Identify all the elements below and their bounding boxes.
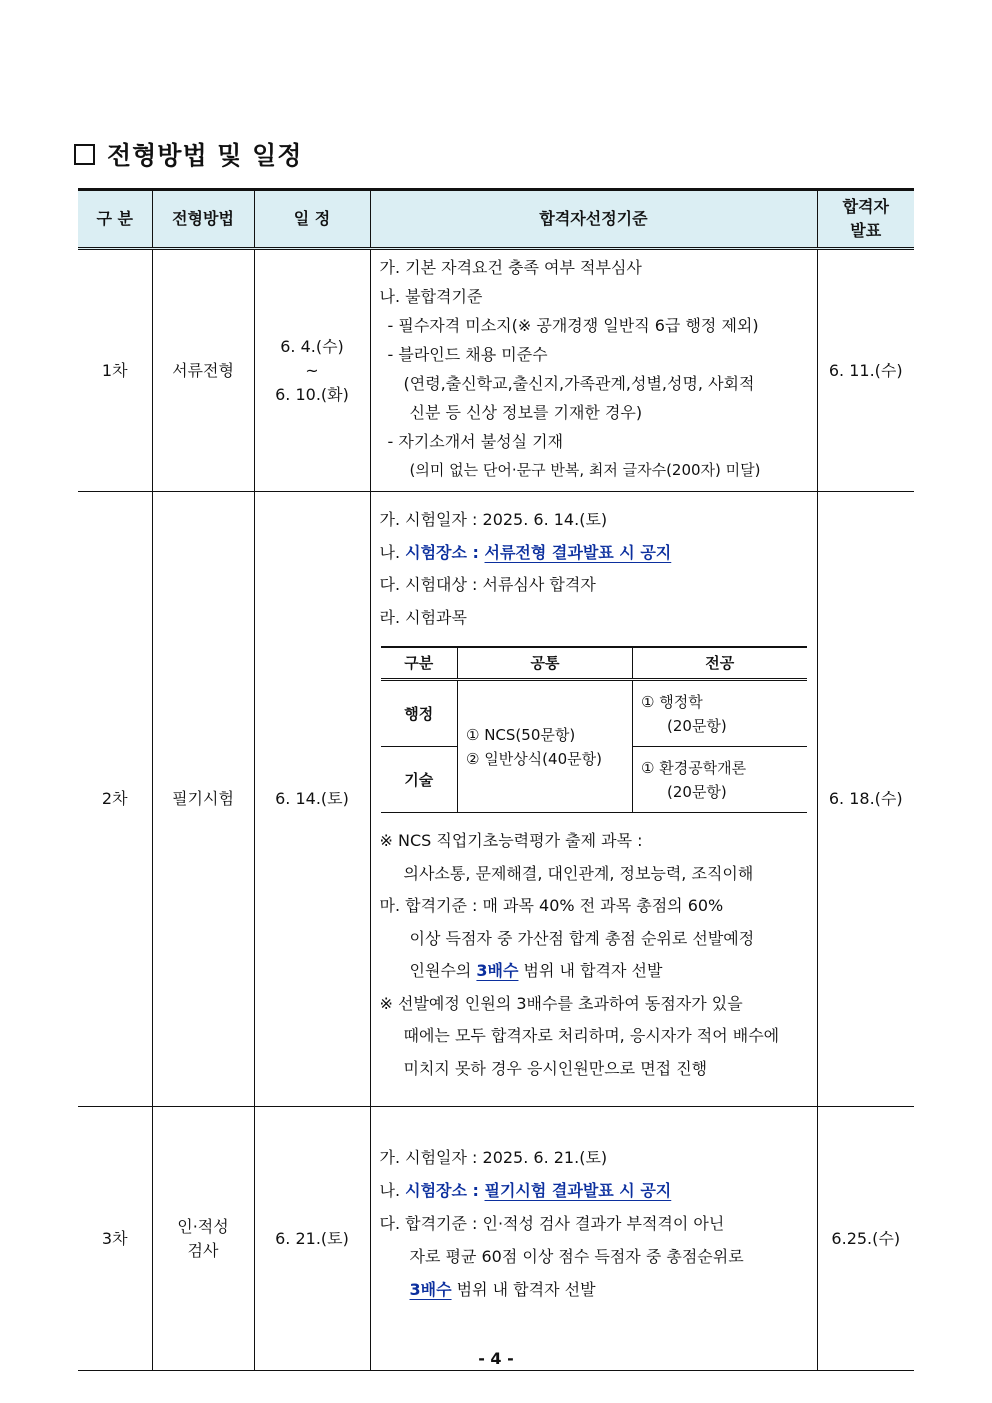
method-cell: 인·적성 검사 <box>152 1107 254 1371</box>
venue-label: 시험장소 : <box>405 542 485 562</box>
criteria-line: - 자기소개서 불성실 기재 <box>387 432 564 451</box>
criteria-line: 3배수 범위 내 합격자 선발 <box>409 1280 596 1299</box>
schedule-cell: 6. 21.(토) <box>254 1107 370 1371</box>
header-announce: 합격자 발표 <box>817 190 914 249</box>
schedule-table <box>78 188 914 1371</box>
criteria-line: 신분 등 신상 정보를 기재한 경우) <box>409 403 643 422</box>
criteria-cell <box>370 1107 817 1371</box>
major-subject: ① 행정학 (20문항) <box>633 680 807 747</box>
table-row <box>78 492 914 1107</box>
criteria-line: - 블라인드 채용 미준수 <box>387 345 548 364</box>
criteria-line: 나. 시험장소 : 서류전형 결과발표 시 공지 <box>379 542 672 562</box>
criteria-line: (연령,출신학교,출신지,가족관계,성별,성명, 사회적 <box>403 374 755 393</box>
criteria-line: 다. 시험대상 : 서류심사 합격자 <box>379 575 596 594</box>
announce-cell: 6. 18.(수) <box>817 492 914 1107</box>
criteria-line: - 필수자격 미소지(※ 공개경쟁 일반직 6급 행정 제외) <box>387 316 759 335</box>
criteria-cell <box>370 249 817 492</box>
subjects-header-row <box>381 647 807 680</box>
subjects-header: 구분 <box>381 647 458 680</box>
major-subject: ① 환경공학개론 (20문항) <box>633 747 807 813</box>
page-number: - 4 - <box>478 1349 514 1368</box>
note-line: 때에는 모두 합격자로 처리하며, 응시자가 적어 배수에 <box>403 1026 780 1045</box>
announce-cell: 6.25.(수) <box>817 1107 914 1371</box>
subjects-header: 전공 <box>633 647 807 680</box>
header-stage: 구 분 <box>78 190 152 249</box>
schedule-cell: 6. 14.(토) <box>254 492 370 1107</box>
criteria-line: 라. 시험과목 <box>379 607 467 627</box>
stage-cell: 3차 <box>78 1107 152 1371</box>
venue-label: 시험장소 : <box>405 1181 485 1200</box>
subjects-table <box>381 646 807 813</box>
table-header-row <box>78 190 914 249</box>
stage-cell: 2차 <box>78 492 152 1107</box>
venue-value: 서류전형 결과발표 시 공지 <box>484 542 672 562</box>
header-criteria: 합격자선정기준 <box>370 190 817 249</box>
criteria-line: 가. 시험일자 : 2025. 6. 14.(토) <box>379 510 608 529</box>
subjects-header: 공통 <box>458 647 633 680</box>
multiplier-highlight: 3배수 <box>409 1280 452 1299</box>
criteria-line: (의미 없는 단어·문구 반복, 최저 글자수(200자) 미달) <box>409 461 761 479</box>
criteria-line: 이상 득점자 중 가산점 합계 총점 순위로 선발예정 <box>409 928 755 948</box>
note-line: 의사소통, 문제해결, 대인관계, 정보능력, 조직이해 <box>403 863 754 883</box>
method-cell: 필기시험 <box>152 492 254 1107</box>
multiplier-highlight: 3배수 <box>476 961 519 980</box>
note-line: 미치지 못하 경우 응시인원만으로 면접 진행 <box>403 1058 708 1078</box>
subjects-row <box>381 680 807 747</box>
criteria-line: 인원수의 3배수 범위 내 합격자 선발 <box>409 961 663 980</box>
header-schedule: 일 정 <box>254 190 370 249</box>
venue-value: 필기시험 결과발표 시 공지 <box>484 1181 672 1200</box>
subject-type: 기술 <box>381 747 458 813</box>
criteria-line: 다. 합격기준 : 인·적성 검사 결과가 부적격이 아닌 <box>379 1214 725 1233</box>
criteria-line: 자로 평균 60점 이상 점수 득점자 중 총점순위로 <box>409 1247 744 1266</box>
section-title <box>74 136 302 172</box>
table-row <box>78 249 914 492</box>
checkbox-square-icon <box>74 144 95 165</box>
note-line: ※ 선발예정 인원의 3배수를 초과하여 동점자가 있을 <box>379 993 743 1013</box>
criteria-line: 가. 기본 자격요건 충족 여부 적부심사 <box>379 258 642 277</box>
announce-cell: 6. 11.(수) <box>817 249 914 492</box>
criteria-line: 나. 불합격기준 <box>379 287 483 306</box>
subject-type: 행정 <box>381 680 458 747</box>
table-row <box>78 1107 914 1371</box>
note-line: ※ NCS 직업기초능력평가 출제 과목 : <box>379 831 643 850</box>
criteria-cell <box>370 492 817 1107</box>
schedule-cell: 6. 4.(수) ~ 6. 10.(화) <box>254 249 370 492</box>
stage-cell: 1차 <box>78 249 152 492</box>
method-cell: 서류전형 <box>152 249 254 492</box>
criteria-line: 가. 시험일자 : 2025. 6. 21.(토) <box>379 1148 608 1167</box>
section-title-text: 전형방법 및 일정 <box>107 141 303 170</box>
criteria-line: 나. 시험장소 : 필기시험 결과발표 시 공지 <box>379 1181 672 1200</box>
common-subjects: ① NCS(50문항) ② 일반상식(40문항) <box>458 680 633 813</box>
header-method: 전형방법 <box>152 190 254 249</box>
criteria-line: 마. 합격기준 : 매 과목 40% 전 과목 총점의 60% <box>379 896 724 915</box>
